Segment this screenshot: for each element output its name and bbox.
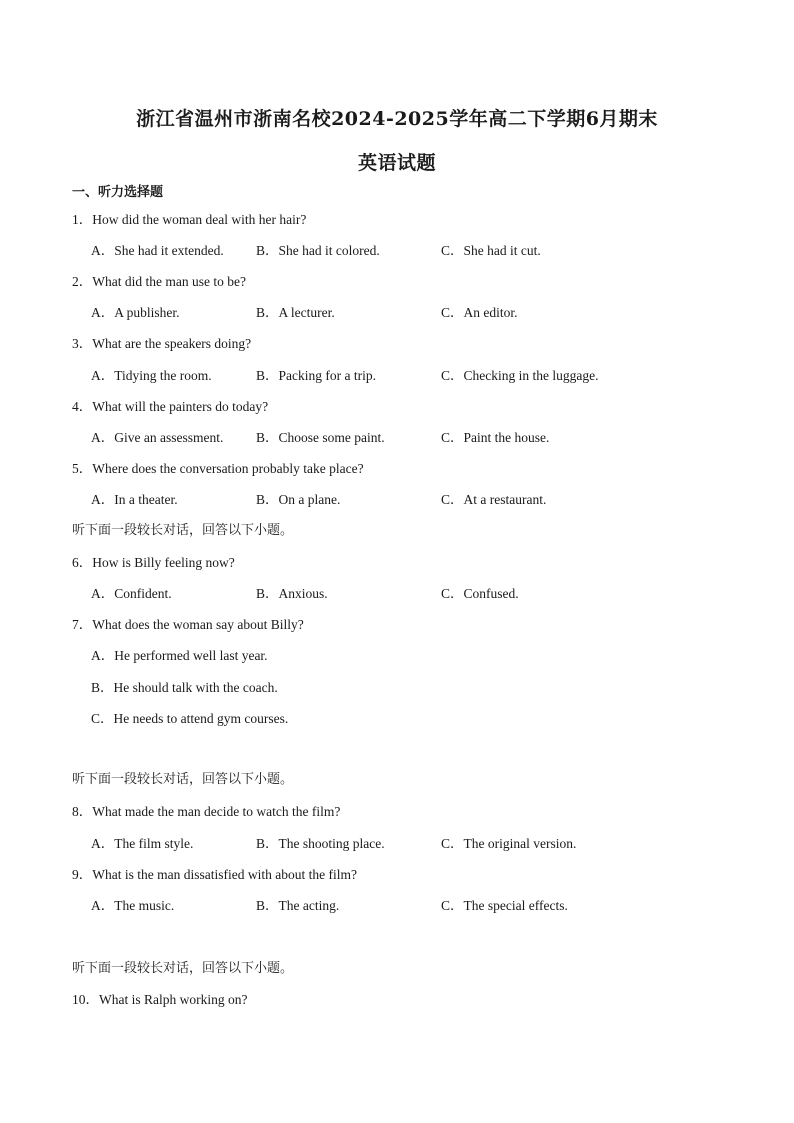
option-c: C．The original version. <box>441 836 577 851</box>
option-c: C．She had it cut. <box>441 243 541 258</box>
option-c: C．Checking in the luggage. <box>441 368 599 383</box>
question-2 <box>72 270 246 290</box>
option-a: A．A publisher. <box>91 305 180 320</box>
question-text: What does the woman say about Billy? <box>92 617 304 632</box>
question-7 <box>72 613 304 633</box>
exam-title: 浙江省温州市浙南名校2024-2025学年高二下学期6月期末 <box>136 108 658 130</box>
question-4 <box>72 395 268 415</box>
question-1 <box>72 208 306 228</box>
option-a: A．He performed well last year. <box>91 648 268 663</box>
option-b: B．Anxious. <box>256 586 328 601</box>
question-10 <box>72 988 247 1008</box>
option-c: C．Paint the house. <box>441 430 550 445</box>
question-text: What made the man decide to watch the film? <box>92 804 341 819</box>
option-c: C．The special effects. <box>441 898 568 913</box>
question-number: 10． <box>72 992 99 1007</box>
option-b: B．Choose some paint. <box>256 430 385 445</box>
question-6 <box>72 551 235 571</box>
option-c: C．He needs to attend gym courses. <box>91 711 289 726</box>
option-a: A．Tidying the room. <box>91 368 212 383</box>
option-b: B．On a plane. <box>256 492 341 507</box>
option-a: A．The film style. <box>91 836 194 851</box>
question-text: What are the speakers doing? <box>92 336 252 351</box>
question-number: 8． <box>72 804 93 819</box>
question-number: 7． <box>72 617 93 632</box>
question-number: 5． <box>72 461 93 476</box>
question-number: 6． <box>72 555 93 570</box>
question-8 <box>72 800 340 820</box>
question-number: 3． <box>72 336 93 351</box>
question-number: 9． <box>72 867 93 882</box>
question-number: 4． <box>72 399 93 414</box>
listening-instruction: 听下面一段较长对话，回答以下小题。 <box>72 772 294 787</box>
question-text: What will the painters do today? <box>92 399 269 414</box>
option-c: C．An editor. <box>441 305 518 320</box>
option-a: A．Give an assessment. <box>91 430 224 445</box>
option-a: A．Confident. <box>91 586 172 601</box>
question-text: What is Ralph working on? <box>99 992 248 1007</box>
exam-subtitle: 英语试题 <box>357 152 436 174</box>
question-number: 1． <box>72 212 93 227</box>
option-b: B．She had it colored. <box>256 243 380 258</box>
question-text: What did the man use to be? <box>92 274 246 289</box>
option-a: A．The music. <box>91 898 175 913</box>
question-5 <box>72 457 364 477</box>
option-b: B．The shooting place. <box>256 836 385 851</box>
listening-instruction: 听下面一段较长对话，回答以下小题。 <box>72 523 294 538</box>
listening-instruction: 听下面一段较长对话，回答以下小题。 <box>72 961 294 976</box>
question-3 <box>72 332 251 352</box>
option-b: B．A lecturer. <box>256 305 335 320</box>
question-text: Where does the conversation probably take place? <box>92 461 364 476</box>
option-b: B．The acting. <box>256 898 340 913</box>
option-c: C．At a restaurant. <box>441 492 547 507</box>
option-b: B．Packing for a trip. <box>256 368 376 383</box>
question-text: How is Billy feeling now? <box>92 555 235 570</box>
option-c: C．Confused. <box>441 586 519 601</box>
question-text: What is the man dissatisfied with about the film? <box>92 867 357 882</box>
question-number: 2． <box>72 274 93 289</box>
section-heading: 一、听力选择题 <box>72 185 164 200</box>
option-a: A．She had it extended. <box>91 243 224 258</box>
option-b: B．He should talk with the coach. <box>91 680 278 695</box>
option-a: A．In a theater. <box>91 492 178 507</box>
question-9 <box>72 863 357 883</box>
question-text: How did the woman deal with her hair? <box>92 212 307 227</box>
